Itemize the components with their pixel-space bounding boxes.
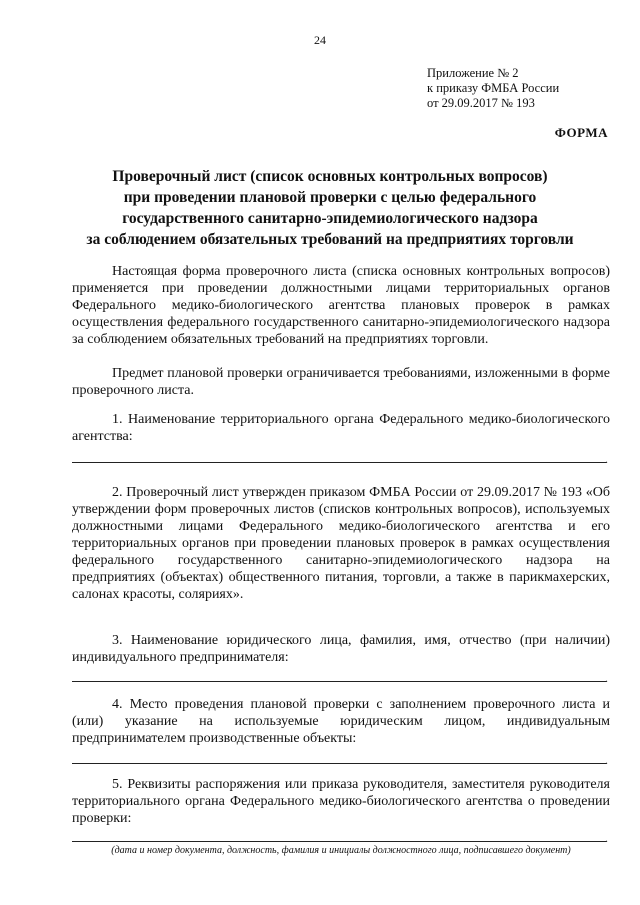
- title-line-2: при проведении плановой проверки с целью федерального: [123, 189, 537, 206]
- item-1-fill-line: [72, 462, 606, 463]
- item-5-text: 5. Реквизиты распоряжения или приказа руководителя, заместителя руководителя территориального органа Федерального медико-биологического агентства о проведении проверки:: [72, 777, 610, 826]
- title-line-4: за соблюдением обязательных требований на предприятиях торговли: [86, 231, 574, 248]
- item-4-line-end: .: [605, 753, 608, 767]
- item-1-text: 1. Наименование территориального органа Федерального медико-биологического агентства:: [72, 412, 610, 444]
- item-5-caption: (дата и номер документа, должность, фамилия и инициалы должностного лица, подписавшего документ): [111, 845, 571, 856]
- item-3-text: 3. Наименование юридического лица, фамилия, имя, отчество (при наличии) индивидуального предпринимателя:: [72, 633, 610, 665]
- item-4-text: 4. Место проведения плановой проверки с заполнением проверочного листа и (или) указание на используемые юридическим лицом, индивидуальным предпринимателем производственные объекты:: [72, 697, 610, 746]
- subject-paragraph: Предмет плановой проверки ограничивается требованиями, изложенными в форме проверочного листа.: [72, 366, 610, 398]
- item-2-text: 2. Проверочный лист утвержден приказом ФМБА России от 29.09.2017 № 193 «Об утверждении форм проверочных листов (списков контрольных вопросов), используемых должностными лицами Федерального медико-биологического агентства и его территориальных органов при проведении плановых проверок в рамках осуществления федерального государственного санитарно-эпидемиологического надзора на предприятиях (объектах) общественного питания, торговли, а также в парикмахерских, салонах красоты, соляриях».: [72, 485, 610, 602]
- title-line-1: Проверочный лист (список основных контрольных вопросов): [112, 168, 548, 185]
- appendix-line-3: от 29.09.2017 № 193: [427, 96, 535, 110]
- appendix-line-2: к приказу ФМБА России: [427, 81, 560, 95]
- item-3-fill-line: [72, 681, 606, 682]
- title-line-3: государственного санитарно-эпидемиологического надзора: [122, 210, 538, 227]
- intro-paragraph: Настоящая форма проверочного листа (списка основных контрольных вопросов) применяется при проведении должностными лицами территориальных органов Федерального медико-биологического агентства плановых проверок в рамках осуществления федерального государственного санитарно-эпидемиологического надзора за соблюдением обязательных требований на предприятиях торговли.: [72, 264, 610, 347]
- document-title: [60, 166, 600, 250]
- item-4-fill-line: [72, 763, 606, 764]
- appendix-line-1: Приложение № 2: [427, 66, 519, 80]
- item-3-line-end: .: [605, 671, 608, 685]
- page-number: 24: [314, 33, 326, 47]
- item-5-line-end: .: [605, 831, 608, 845]
- appendix-block: [427, 66, 559, 111]
- form-label: ФОРМА: [554, 125, 608, 140]
- item-1-line-end: .: [605, 452, 608, 466]
- item-5-fill-line: [72, 841, 606, 842]
